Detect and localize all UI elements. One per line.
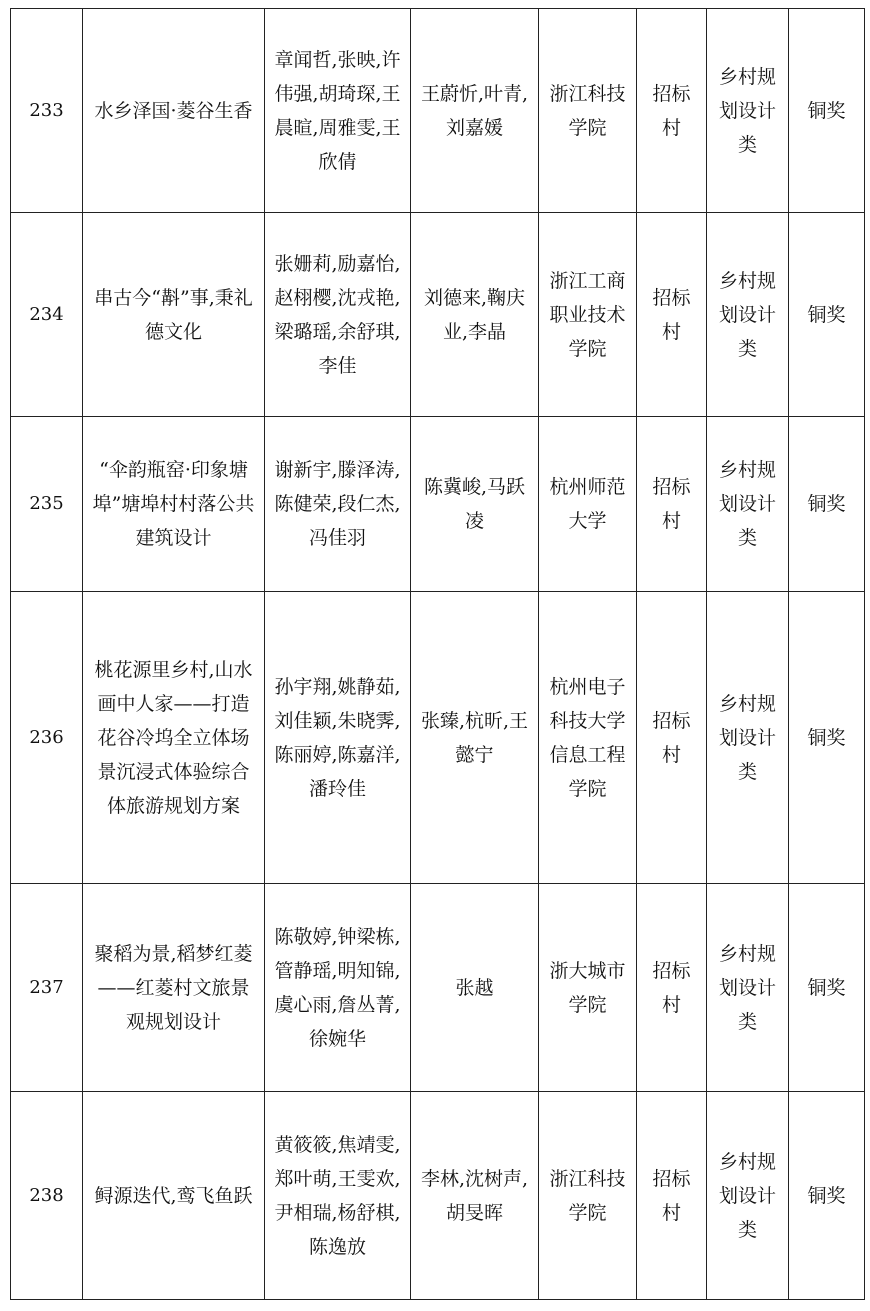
school: 杭州电子科技大学信息工程学院 bbox=[539, 592, 637, 884]
award-level: 铜奖 bbox=[789, 1092, 865, 1300]
advisors: 刘德来,鞠庆业,李晶 bbox=[411, 213, 539, 417]
award-table bbox=[10, 8, 865, 1300]
award-level: 铜奖 bbox=[789, 884, 865, 1092]
table-row bbox=[11, 592, 865, 884]
village-type: 招标村 bbox=[637, 213, 707, 417]
project-name: 桃花源里乡村,山水画中人家——打造花谷冷坞全立体场景沉浸式体验综合体旅游规划方案 bbox=[83, 592, 265, 884]
advisors: 张越 bbox=[411, 884, 539, 1092]
advisors: 陈冀峻,马跃凌 bbox=[411, 417, 539, 592]
table-row bbox=[11, 1092, 865, 1300]
award-level: 铜奖 bbox=[789, 592, 865, 884]
project-name: 鲟源迭代,鸾飞鱼跃 bbox=[83, 1092, 265, 1300]
project-name: 水乡泽国·菱谷生香 bbox=[83, 9, 265, 213]
row-number: 233 bbox=[11, 9, 83, 213]
school: 浙大城市学院 bbox=[539, 884, 637, 1092]
row-number: 237 bbox=[11, 884, 83, 1092]
student-members: 章闻哲,张映,许伟强,胡琦琛,王晨暄,周雅雯,王欣倩 bbox=[265, 9, 411, 213]
table-row bbox=[11, 213, 865, 417]
student-members: 陈敬婷,钟梁栋,管静瑶,明知锦,虞心雨,詹丛菁,徐婉华 bbox=[265, 884, 411, 1092]
project-name: “伞韵瓶窑·印象塘埠”塘埠村村落公共建筑设计 bbox=[83, 417, 265, 592]
student-members: 黄筱筱,焦靖雯,郑叶萌,王雯欢,尹相瑞,杨舒棋,陈逸放 bbox=[265, 1092, 411, 1300]
table-row bbox=[11, 884, 865, 1092]
advisors: 张臻,杭昕,王懿宁 bbox=[411, 592, 539, 884]
award-level: 铜奖 bbox=[789, 213, 865, 417]
award-level: 铜奖 bbox=[789, 417, 865, 592]
table-row bbox=[11, 417, 865, 592]
village-type: 招标村 bbox=[637, 417, 707, 592]
village-type: 招标村 bbox=[637, 592, 707, 884]
advisors: 王蔚忻,叶青,刘嘉媛 bbox=[411, 9, 539, 213]
category: 乡村规划设计类 bbox=[707, 417, 789, 592]
student-members: 张姗莉,励嘉怡,赵栩樱,沈戎艳,梁璐瑶,余舒琪,李佳 bbox=[265, 213, 411, 417]
row-number: 236 bbox=[11, 592, 83, 884]
student-members: 谢新宇,滕泽涛,陈健荣,段仁杰,冯佳羽 bbox=[265, 417, 411, 592]
project-name: 串古今“斠”事,秉礼德文化 bbox=[83, 213, 265, 417]
village-type: 招标村 bbox=[637, 9, 707, 213]
project-name: 聚稻为景,稻梦红菱——红菱村文旅景观规划设计 bbox=[83, 884, 265, 1092]
advisors: 李林,沈树声,胡旻晖 bbox=[411, 1092, 539, 1300]
row-number: 234 bbox=[11, 213, 83, 417]
table-row bbox=[11, 9, 865, 213]
category: 乡村规划设计类 bbox=[707, 9, 789, 213]
school: 杭州师范大学 bbox=[539, 417, 637, 592]
award-level: 铜奖 bbox=[789, 9, 865, 213]
category: 乡村规划设计类 bbox=[707, 1092, 789, 1300]
category: 乡村规划设计类 bbox=[707, 213, 789, 417]
row-number: 235 bbox=[11, 417, 83, 592]
category: 乡村规划设计类 bbox=[707, 884, 789, 1092]
student-members: 孙宇翔,姚静茹,刘佳颖,朱晓霁,陈丽婷,陈嘉洋,潘玲佳 bbox=[265, 592, 411, 884]
school: 浙江科技学院 bbox=[539, 9, 637, 213]
school: 浙江工商职业技术学院 bbox=[539, 213, 637, 417]
village-type: 招标村 bbox=[637, 884, 707, 1092]
village-type: 招标村 bbox=[637, 1092, 707, 1300]
row-number: 238 bbox=[11, 1092, 83, 1300]
category: 乡村规划设计类 bbox=[707, 592, 789, 884]
school: 浙江科技学院 bbox=[539, 1092, 637, 1300]
